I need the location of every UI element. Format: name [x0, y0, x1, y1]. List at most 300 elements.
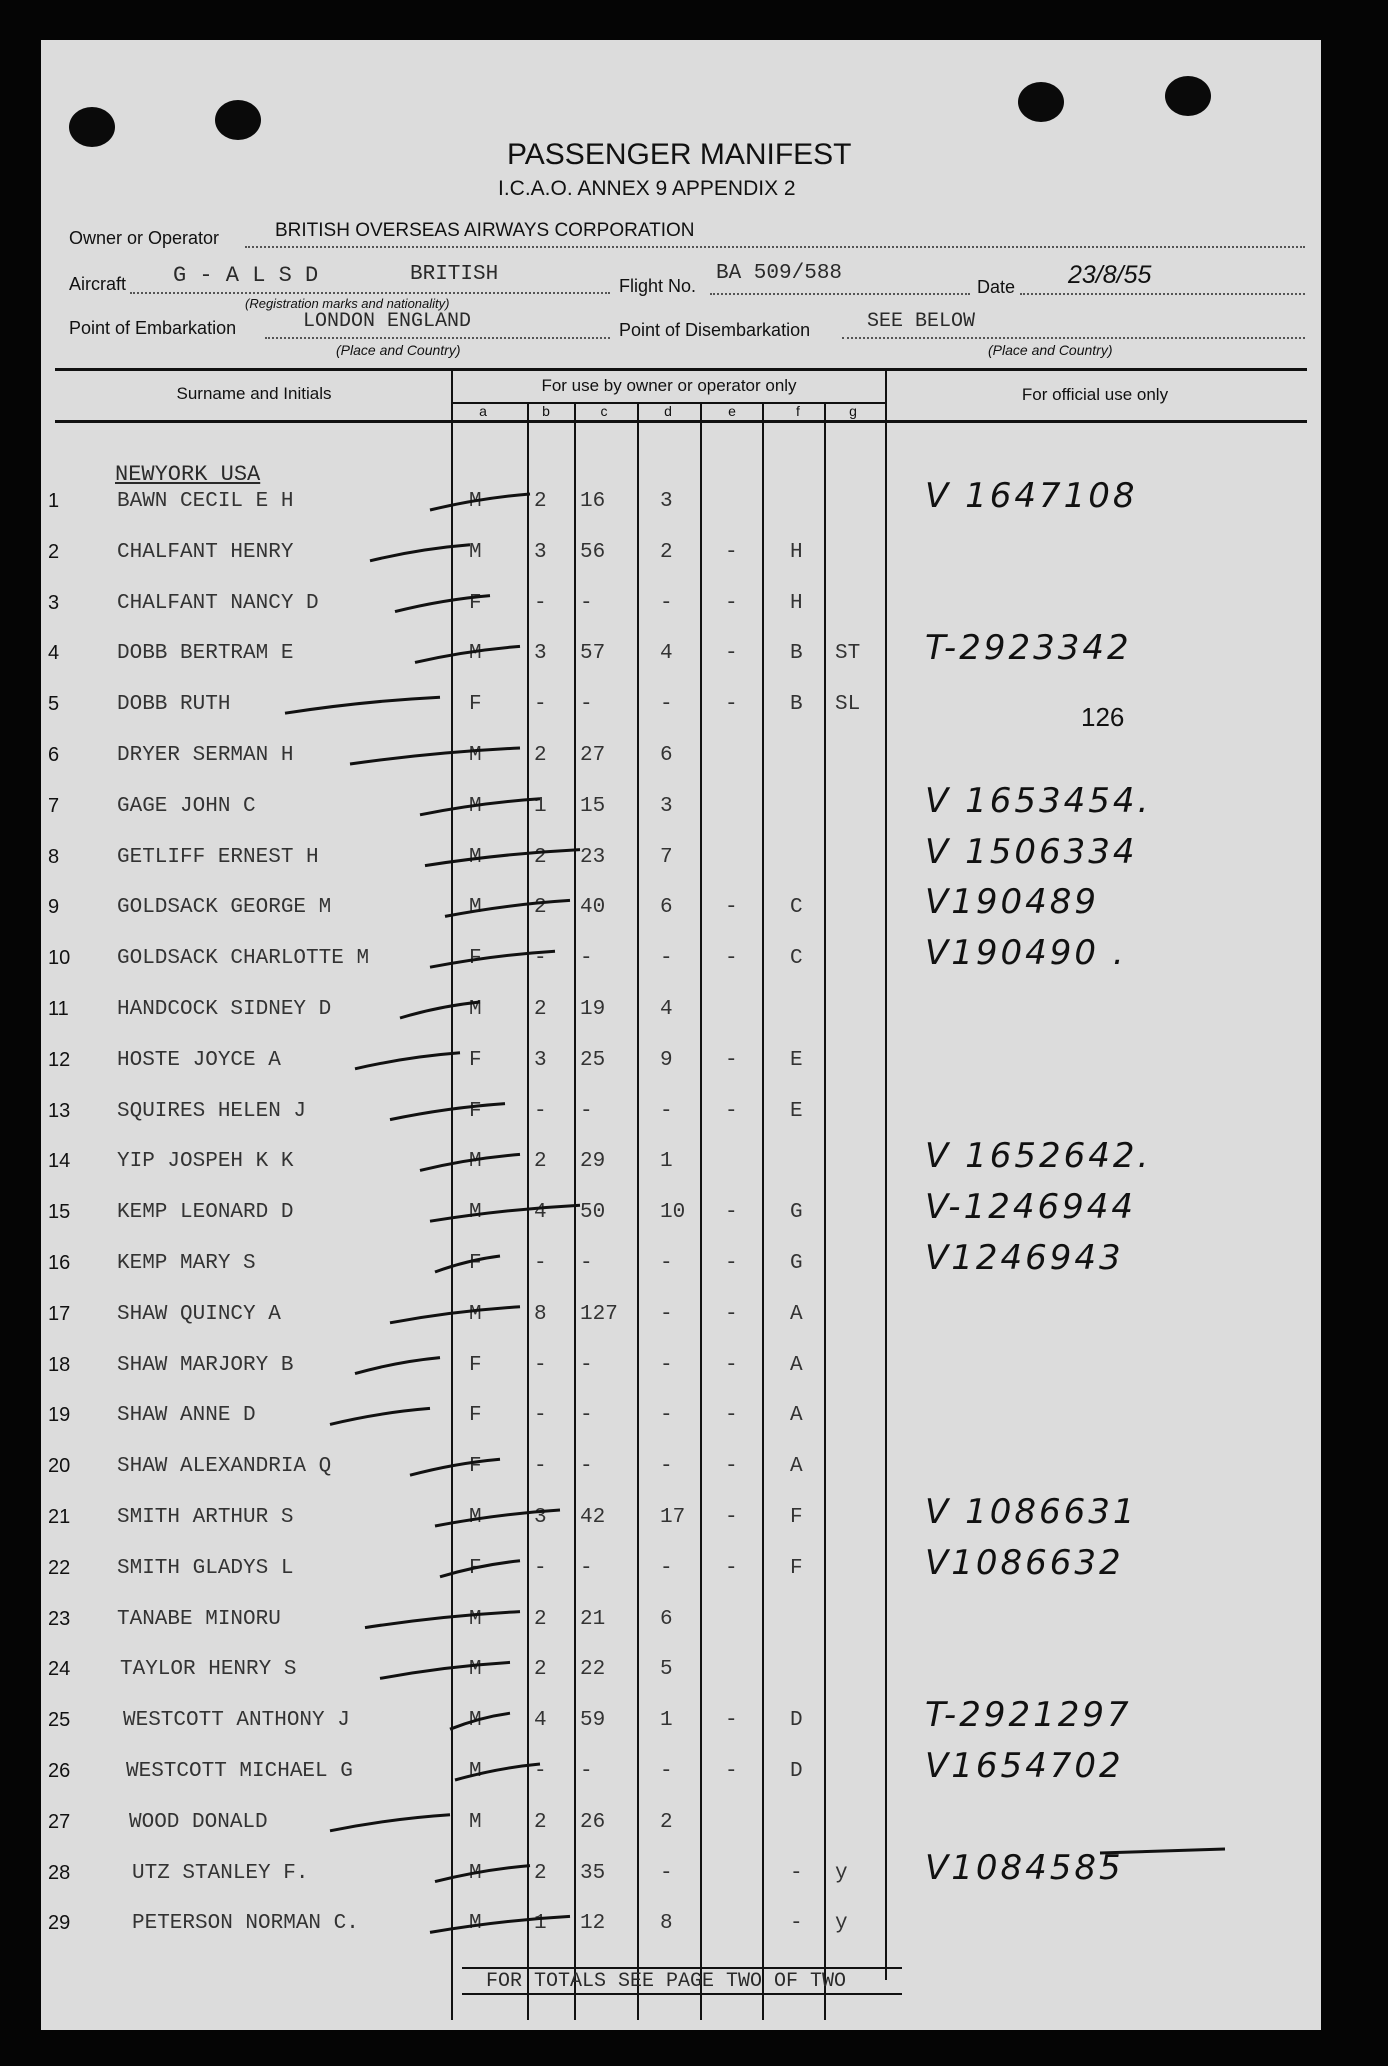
passenger-name: SHAW MARJORY B — [117, 1353, 294, 1377]
sex-cell: M — [469, 896, 482, 920]
col-d-cell: - — [660, 591, 673, 615]
col-d-cell: 9 — [660, 1048, 673, 1072]
col-c-cell: 27 — [580, 744, 606, 767]
sex-cell: M — [469, 540, 482, 564]
passenger-name: SQUIRES HELEN J — [117, 1099, 307, 1123]
sex-cell: M — [469, 1607, 482, 1631]
sex-cell: M — [469, 490, 482, 513]
sex-cell: F — [469, 693, 482, 717]
official-entry: V1654702 — [925, 1746, 1124, 1786]
subcol-e: e — [728, 403, 736, 419]
sex-cell: M — [469, 1912, 482, 1936]
passenger-name: CHALFANT NANCY D — [117, 591, 319, 615]
row-number: 27 — [48, 1810, 71, 1833]
table-row — [0, 693, 1388, 743]
passenger-name: SMITH ARTHUR S — [117, 1506, 294, 1529]
col-c-cell: 56 — [580, 540, 606, 564]
embark-line — [265, 337, 610, 339]
sex-cell: M — [469, 1658, 482, 1682]
col-b-cell: - — [534, 1353, 547, 1377]
col-e-cell: - — [725, 1048, 738, 1072]
col-c-cell: - — [580, 1353, 593, 1377]
table-row — [0, 780, 1388, 845]
col-d-cell: 2 — [660, 540, 673, 564]
aircraft-note: (Registration marks and nationality) — [245, 296, 450, 311]
sex-cell: F — [469, 1353, 482, 1377]
table-row — [0, 592, 1388, 642]
row-number: 22 — [48, 1556, 71, 1579]
col-b-cell: 2 — [534, 490, 547, 513]
row-number: 13 — [48, 1099, 71, 1122]
col-b-cell: 4 — [534, 1201, 547, 1225]
col-f-cell: A — [790, 1353, 803, 1377]
official-entry: V 1647108 — [925, 476, 1138, 516]
subcol-a: a — [479, 403, 487, 419]
col-e-cell: - — [725, 1252, 738, 1275]
sex-cell: M — [469, 998, 482, 1021]
col-f-cell: B — [790, 693, 803, 717]
official-entry: V 1506334 — [925, 831, 1138, 872]
col-c-cell: 23 — [580, 845, 606, 869]
col-d-cell: 10 — [660, 1201, 686, 1225]
date-label: Date — [977, 277, 1016, 297]
col-g-cell: y — [835, 1861, 848, 1885]
flight-line — [710, 293, 970, 295]
table-row — [0, 1811, 1388, 1861]
col-e-cell: - — [725, 947, 738, 971]
aircraft-label: Aircraft — [69, 274, 127, 294]
table-row — [0, 1136, 1388, 1200]
sex-cell: M — [469, 1810, 482, 1834]
col-d-cell: 7 — [660, 845, 673, 869]
col-b-cell: - — [534, 591, 547, 615]
sex-cell: F — [469, 1048, 482, 1072]
aircraft-nationality: BRITISH — [410, 263, 499, 286]
col-e-cell: - — [725, 1302, 738, 1326]
table-row — [0, 882, 1388, 946]
col-b-cell: - — [534, 693, 547, 717]
col-c-cell: 29 — [580, 1150, 606, 1174]
col-d-cell: 3 — [660, 794, 673, 818]
col-d-cell: 6 — [660, 744, 673, 767]
table-row — [0, 628, 1388, 692]
passenger-name: TANABE MINORU — [117, 1607, 281, 1631]
col-c-cell: 21 — [580, 1607, 606, 1631]
col-c-cell: 25 — [580, 1048, 606, 1072]
col-b-cell: 2 — [534, 1607, 547, 1631]
disembark-label: Point of Disembarkation — [619, 320, 811, 340]
col-b-cell: - — [534, 1404, 547, 1428]
col-b-cell: 2 — [534, 1810, 547, 1834]
col-c-cell: 19 — [580, 998, 606, 1021]
col-f-cell: B — [790, 642, 803, 666]
row-number: 17 — [48, 1302, 71, 1325]
col-f-cell: A — [790, 1404, 803, 1428]
col-header-operator: For use by owner or operator only — [541, 376, 797, 395]
date-line — [1020, 293, 1305, 295]
passenger-name: GETLIFF ERNEST H — [117, 845, 319, 869]
passenger-name: SHAW ALEXANDRIA Q — [117, 1455, 332, 1479]
col-e-cell: - — [725, 1760, 738, 1783]
row-number: 9 — [48, 896, 60, 919]
table-row — [0, 1303, 1388, 1353]
disembark-line — [842, 337, 1305, 339]
col-c-cell: 42 — [580, 1506, 606, 1529]
row-number: 15 — [48, 1201, 71, 1224]
table-row — [0, 1847, 1388, 1912]
col-c-cell: - — [580, 1099, 593, 1123]
col-c-cell: - — [580, 947, 593, 971]
passenger-name: GOLDSACK CHARLOTTE M — [117, 947, 370, 971]
col-e-cell: - — [725, 1404, 738, 1428]
col-b-cell: 2 — [534, 896, 547, 920]
col-b-cell: 2 — [534, 1658, 547, 1682]
owner-label: Owner or Operator — [69, 228, 220, 248]
official-entry: V-1246944 — [925, 1187, 1136, 1228]
sex-cell: F — [469, 1404, 482, 1428]
subcol-f: f — [796, 403, 800, 419]
col-b-cell: - — [534, 947, 547, 971]
row-number: 20 — [48, 1455, 71, 1478]
passenger-name: SHAW QUINCY A — [117, 1302, 281, 1326]
row-number: 25 — [48, 1709, 71, 1732]
totals-note: FOR TOTALS SEE PAGE TWO OF TWO — [486, 1970, 847, 1993]
col-b-cell: 1 — [534, 794, 547, 818]
col-b-cell: 2 — [534, 845, 547, 869]
table-row — [0, 1658, 1388, 1708]
col-c-cell: 26 — [580, 1810, 606, 1834]
col-c-cell: 22 — [580, 1658, 606, 1682]
sex-cell: M — [469, 1760, 482, 1783]
col-c-cell: - — [580, 591, 593, 615]
table-row — [0, 1404, 1388, 1454]
row-number: 10 — [48, 947, 71, 970]
row-number: 8 — [48, 845, 60, 868]
col-d-cell: - — [660, 1404, 673, 1428]
col-e-cell: - — [725, 591, 738, 615]
passenger-name: WOOD DONALD — [129, 1810, 268, 1834]
passenger-name: DOBB BERTRAM E — [117, 642, 294, 666]
table-row — [0, 1049, 1388, 1099]
col-g-cell: y — [835, 1912, 848, 1936]
col-e-cell: - — [725, 693, 738, 717]
col-f-cell: D — [790, 1709, 803, 1733]
aircraft-value: G - A L S D — [173, 263, 319, 288]
page-subtitle: I.C.A.O. ANNEX 9 APPENDIX 2 — [498, 177, 796, 200]
sex-cell: M — [469, 1506, 482, 1529]
col-b-cell: 3 — [534, 1506, 547, 1529]
passenger-name: KEMP LEONARD D — [117, 1201, 294, 1225]
row-number: 4 — [48, 642, 60, 665]
passenger-name: DOBB RUTH — [117, 693, 231, 717]
table-row — [0, 476, 1388, 540]
col-d-cell: 8 — [660, 1912, 673, 1936]
row-number: 26 — [48, 1760, 71, 1782]
passenger-name: GAGE JOHN C — [117, 794, 256, 818]
owner-line — [245, 246, 1305, 248]
col-d-cell: 1 — [660, 1150, 673, 1174]
col-f-cell: E — [790, 1048, 803, 1072]
row-number: 12 — [48, 1048, 71, 1071]
col-b-cell: - — [534, 1252, 547, 1275]
embark-label: Point of Embarkation — [69, 318, 237, 338]
col-d-cell: 1 — [660, 1709, 673, 1733]
punch-hole — [69, 107, 115, 147]
disembark-value: SEE BELOW — [867, 310, 976, 333]
row-number: 19 — [48, 1404, 71, 1427]
col-e-cell: - — [725, 1506, 738, 1529]
official-entry: V190490 . — [925, 933, 1127, 974]
sex-cell: M — [469, 1709, 482, 1733]
col-d-cell: - — [660, 1760, 673, 1783]
official-entry: V1084585 — [925, 1847, 1124, 1888]
embark-note: (Place and Country) — [336, 342, 461, 358]
col-d-cell: 6 — [660, 896, 673, 920]
col-f-cell: F — [790, 1556, 803, 1580]
col-d-cell: - — [660, 693, 673, 717]
col-b-cell: 2 — [534, 998, 547, 1021]
destination-label: NEWYORK USA — [115, 462, 261, 487]
col-d-cell: - — [660, 1556, 673, 1580]
row-number: 2 — [48, 540, 60, 563]
row-number: 23 — [48, 1607, 71, 1630]
col-d-cell: - — [660, 1252, 673, 1275]
aircraft-line — [130, 292, 610, 294]
date-value: 23/8/55 — [1068, 261, 1152, 289]
sex-cell: M — [469, 1150, 482, 1174]
col-b-cell: 3 — [534, 540, 547, 564]
row-number: 6 — [48, 744, 60, 766]
col-c-cell: 15 — [580, 794, 606, 818]
row-number: 16 — [48, 1252, 71, 1274]
table-top-rule — [55, 368, 1307, 371]
col-d-cell: - — [660, 1455, 673, 1479]
passenger-name: WESTCOTT MICHAEL G — [126, 1760, 353, 1783]
row-number: 11 — [48, 998, 69, 1020]
table-row — [0, 998, 1388, 1048]
sex-cell: M — [469, 642, 482, 666]
passenger-name: DRYER SERMAN H — [117, 744, 294, 767]
sex-cell: M — [469, 794, 482, 818]
subcol-b: b — [542, 403, 550, 419]
sex-cell: F — [469, 1099, 482, 1123]
col-g-cell: SL — [835, 693, 861, 717]
passenger-name: TAYLOR HENRY S — [120, 1658, 297, 1682]
col-c-cell: 16 — [580, 490, 606, 513]
col-f-cell: G — [790, 1252, 803, 1275]
official-entry: V 1652642. — [925, 1136, 1152, 1177]
col-d-cell: 4 — [660, 642, 673, 666]
col-f-cell: C — [790, 896, 803, 920]
row-number: 5 — [48, 693, 60, 716]
passenger-name: BAWN CECIL E H — [117, 490, 294, 513]
col-d-cell: - — [660, 947, 673, 971]
row-number: 28 — [48, 1861, 71, 1884]
col-f-cell: F — [790, 1506, 803, 1529]
row-number: 3 — [48, 591, 60, 614]
col-f-cell: D — [790, 1760, 803, 1783]
sex-cell: F — [469, 947, 482, 971]
row-number: 7 — [48, 794, 60, 817]
col-c-cell: 57 — [580, 642, 606, 666]
col-b-cell: - — [534, 1760, 547, 1783]
col-f-cell: - — [790, 1861, 803, 1885]
footer-top-rule — [462, 1967, 902, 1969]
passenger-name: UTZ STANLEY F. — [132, 1861, 309, 1885]
col-b-cell: 3 — [534, 1048, 547, 1072]
col-f-cell: H — [790, 540, 803, 564]
official-entry: V 1653454. — [925, 780, 1152, 821]
table-row — [0, 1238, 1388, 1302]
flight-label: Flight No. — [619, 276, 697, 296]
col-c-cell: 127 — [580, 1302, 618, 1326]
col-d-cell: - — [660, 1302, 673, 1326]
table-row — [0, 1912, 1388, 1962]
passenger-name: CHALFANT HENRY — [117, 540, 294, 564]
col-header-surname: Surname and Initials — [176, 384, 332, 403]
col-d-cell: 2 — [660, 1810, 673, 1834]
col-d-cell: 5 — [660, 1658, 673, 1682]
col-g-cell: ST — [835, 642, 861, 666]
col-e-cell: - — [725, 1201, 738, 1225]
table-row — [0, 831, 1388, 896]
sex-cell: F — [469, 1455, 482, 1479]
official-entry: T-2921297 — [925, 1695, 1132, 1736]
col-f-cell: A — [790, 1302, 803, 1326]
passenger-name: HOSTE JOYCE A — [117, 1048, 281, 1072]
col-f-cell: E — [790, 1099, 803, 1123]
col-c-cell: 12 — [580, 1912, 606, 1936]
row-number: 21 — [48, 1506, 71, 1528]
official-entry: V190489 — [925, 882, 1100, 923]
subcol-d: d — [664, 403, 672, 419]
table-row — [0, 541, 1388, 591]
passenger-name: SMITH GLADYS L — [117, 1556, 294, 1580]
col-b-cell: 1 — [534, 1912, 547, 1936]
col-b-cell: 8 — [534, 1302, 547, 1326]
col-c-cell: 40 — [580, 896, 606, 920]
col-d-cell: - — [660, 1861, 673, 1885]
col-d-cell: - — [660, 1353, 673, 1377]
col-e-cell: - — [725, 896, 738, 920]
official-entry: V1246943 — [925, 1238, 1124, 1278]
col-e-cell: - — [725, 642, 738, 666]
col-b-cell: 2 — [534, 1150, 547, 1174]
sex-cell: F — [469, 1252, 482, 1275]
passenger-name: HANDCOCK SIDNEY D — [117, 998, 332, 1021]
passenger-name: WESTCOTT ANTHONY J — [123, 1709, 350, 1733]
col-b-cell: - — [534, 1455, 547, 1479]
col-e-cell: - — [725, 1709, 738, 1733]
disembark-note: (Place and Country) — [988, 342, 1113, 358]
col-f-cell: G — [790, 1201, 803, 1225]
passenger-name: KEMP MARY S — [117, 1252, 256, 1275]
sex-cell: M — [469, 1302, 482, 1326]
col-c-cell: - — [580, 693, 593, 717]
col-c-cell: - — [580, 1404, 593, 1428]
col-f-cell: A — [790, 1455, 803, 1479]
table-row — [0, 1100, 1388, 1150]
row-number: 1 — [48, 490, 60, 512]
table-row — [0, 1746, 1388, 1810]
table-row — [0, 1455, 1388, 1505]
row-number: 18 — [48, 1353, 71, 1376]
col-b-cell: 3 — [534, 642, 547, 666]
col-b-cell: 2 — [534, 1861, 547, 1885]
sex-cell: F — [469, 1556, 482, 1580]
flight-value: BA 509/588 — [716, 262, 843, 285]
col-b-cell: 4 — [534, 1709, 547, 1733]
sex-cell: M — [469, 1201, 482, 1225]
page-title: PASSENGER MANIFEST — [507, 138, 852, 171]
table-row — [0, 744, 1388, 794]
col-e-cell: - — [725, 1099, 738, 1123]
col-c-cell: 59 — [580, 1709, 606, 1733]
passenger-name: GOLDSACK GEORGE M — [117, 896, 332, 920]
official-entry: V 1086631 — [925, 1492, 1138, 1532]
col-b-cell: 2 — [534, 744, 547, 767]
col-d-cell: 4 — [660, 998, 673, 1021]
sex-cell: F — [469, 591, 482, 615]
table-row — [0, 1695, 1388, 1759]
row-number: 29 — [48, 1912, 71, 1935]
table-row — [0, 1542, 1388, 1607]
subcol-g: g — [849, 403, 857, 419]
row-number: 14 — [48, 1150, 71, 1173]
col-d-cell: 6 — [660, 1607, 673, 1631]
table-row — [0, 933, 1388, 997]
table-header-rule — [55, 420, 1307, 423]
col-f-cell: H — [790, 591, 803, 615]
col-c-cell: 35 — [580, 1861, 606, 1885]
col-c-cell: - — [580, 1455, 593, 1479]
owner-value: BRITISH OVERSEAS AIRWAYS CORPORATION — [275, 220, 695, 241]
table-row — [0, 1354, 1388, 1404]
col-header-official: For official use only — [1021, 385, 1169, 404]
table-row — [0, 1492, 1388, 1556]
punch-hole — [1018, 82, 1064, 122]
col-c-cell: - — [580, 1556, 593, 1580]
col-e-cell: - — [725, 1556, 738, 1580]
col-d-cell: 17 — [660, 1506, 686, 1529]
punch-hole — [1165, 76, 1211, 116]
col-d-cell: - — [660, 1099, 673, 1123]
punch-hole — [215, 100, 261, 140]
official-entry: T-2923342 — [925, 628, 1132, 669]
col-b-cell: - — [534, 1099, 547, 1123]
subcol-c: c — [600, 403, 608, 419]
passenger-name: SHAW ANNE D — [117, 1404, 256, 1428]
passenger-name: YIP JOSPEH K K — [117, 1150, 294, 1174]
col-d-cell: 3 — [660, 490, 673, 513]
col-f-cell: C — [790, 947, 803, 971]
col-c-cell: 50 — [580, 1201, 606, 1225]
sex-cell: M — [469, 744, 482, 767]
col-e-cell: - — [725, 1455, 738, 1479]
col-e-cell: - — [725, 1353, 738, 1377]
official-entry: V1086632 — [925, 1542, 1124, 1583]
embark-value: LONDON ENGLAND — [303, 310, 472, 333]
col-b-cell: - — [534, 1556, 547, 1580]
passenger-name: PETERSON NORMAN C. — [132, 1912, 359, 1936]
sex-cell: M — [469, 845, 482, 869]
row-number: 24 — [48, 1658, 71, 1681]
stamp-number: 126 — [1081, 702, 1125, 732]
table-row — [0, 1187, 1388, 1251]
col-c-cell: - — [580, 1252, 593, 1275]
col-c-cell: - — [580, 1760, 593, 1783]
sex-cell: M — [469, 1861, 482, 1885]
